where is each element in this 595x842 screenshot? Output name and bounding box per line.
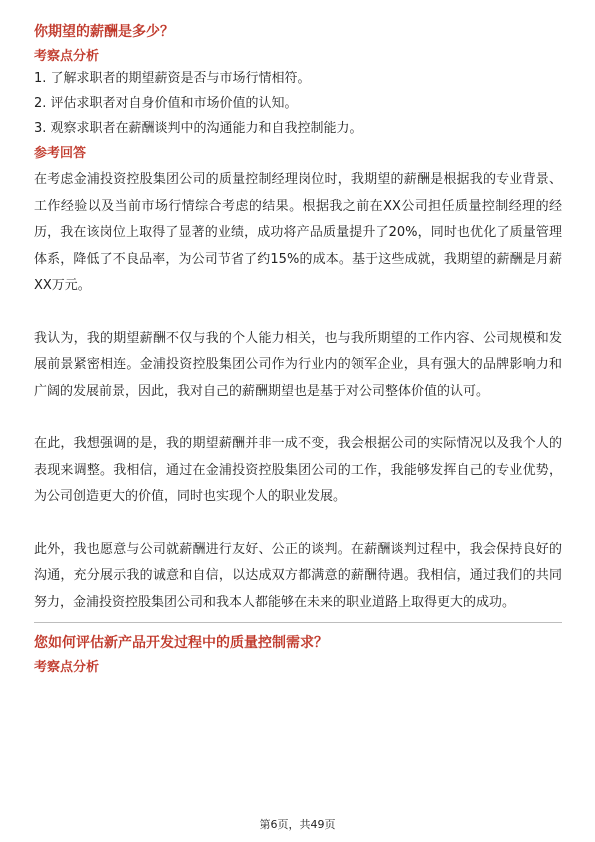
analysis-point: 2. 评估求职者对自身价值和市场价值的认知。 (34, 96, 298, 111)
section-divider (34, 622, 562, 623)
answer-paragraph: 在考虑金浦投资控股集团公司的质量控制经理岗位时，我期望的薪酬是根据我的专业背景、工作经验以及当前市场行情综合考虑的结果。根据我之前在XX公司担任质量控制经理的经历，我在该岗位上取得了显著的业绩，成功将产品质量提升了20%，同时也优化了质量管理体系，降低了不良品率，为公司节省了约15%的成本。基于这些成就，我期望的薪酬是月薪XX万元。 (34, 172, 562, 293)
analysis-points (34, 70, 562, 138)
answer-body (34, 167, 562, 616)
page-footer: 第6页，共49页 (259, 818, 336, 831)
analysis-heading: 考察点分析 (34, 660, 100, 675)
answer-heading: 参考回答 (34, 146, 87, 161)
answer-paragraph: 此外，我也愿意与公司就薪酬进行友好、公正的谈判。在薪酬谈判过程中，我会保持良好的沟通，充分展示我的诚意和自信，以达成双方都满意的薪酬待遇。我相信，通过我们的共同努力，金浦投资控股集团公司和我本人都能够在未来的职业道路上取得更大的成功。 (34, 541, 562, 610)
answer-paragraph: 我认为，我的期望薪酬不仅与我的个人能力相关，也与我所期望的工作内容、公司规模和发展前景紧密相连。金浦投资控股集团公司作为行业内的领军企业，具有强大的品牌影响力和广阔的发展前景，因此，我对自己的薪酬期望也是基于对公司整体价值的认可。 (34, 330, 562, 399)
answer-paragraph: 在此，我想强调的是，我的期望薪酬并非一成不变，我会根据公司的实际情况以及我个人的表现来调整。我相信，通过在金浦投资控股集团公司的工作，我能够发挥自己的专业优势，为公司创造更大的价值，同时也实现个人的职业发展。 (34, 436, 562, 504)
page-content (34, 22, 562, 681)
question-title: 您如何评估新产品开发过程中的质量控制需求？ (34, 635, 328, 651)
analysis-heading: 考察点分析 (34, 49, 100, 64)
question-title: 你期望的薪酬是多少？ (34, 24, 174, 40)
analysis-point: 1. 了解求职者的期望薪资是否与市场行情相符。 (34, 71, 311, 86)
analysis-point: 3. 观察求职者在薪酬谈判中的沟通能力和自我控制能力。 (34, 121, 363, 136)
